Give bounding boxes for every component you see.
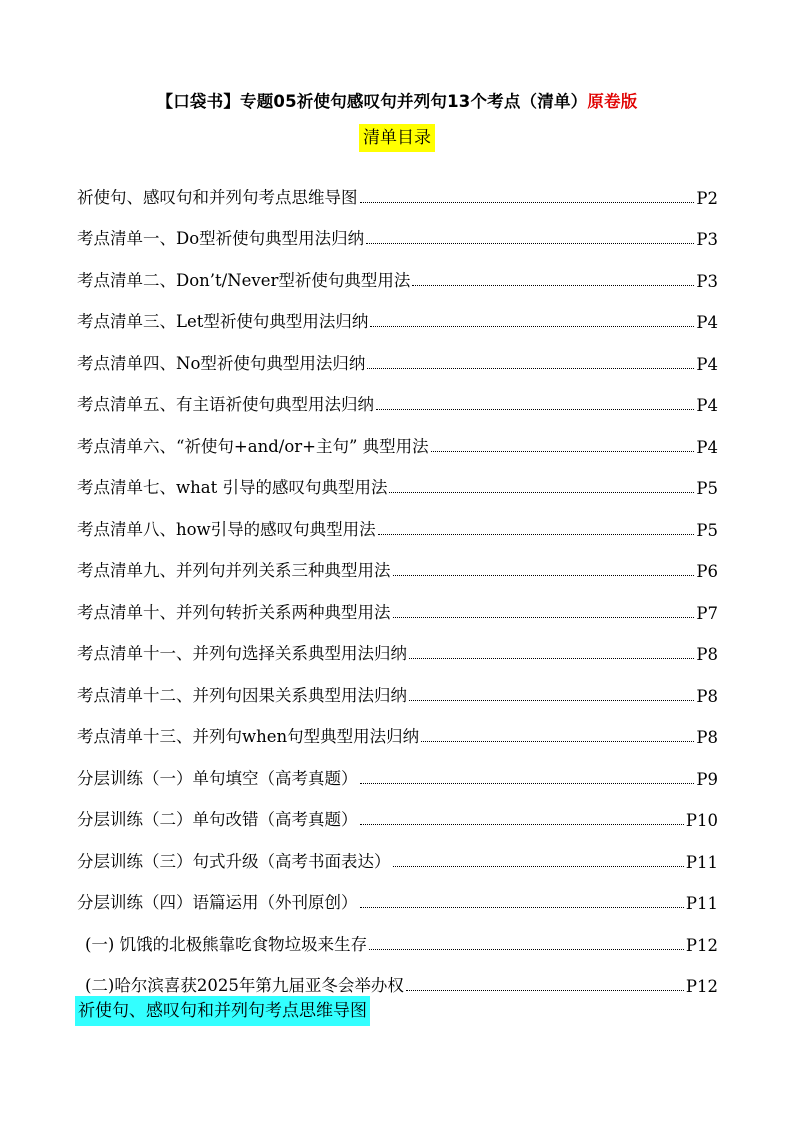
toc-dot-leader xyxy=(360,202,695,203)
toc-entry-page: P12 xyxy=(685,977,718,996)
toc-entry-label: 考点清单九、并列句并列关系三种典型用法 xyxy=(77,561,391,580)
toc-entry-page: P11 xyxy=(685,894,718,913)
toc-entry-page: P8 xyxy=(696,686,718,706)
toc-entry-label: 分层训练（四）语篇运用（外刊原创） xyxy=(77,893,358,912)
toc-entry-label: 考点清单五、有主语祈使句典型用法归纳 xyxy=(77,395,374,414)
toc-entry[interactable] xyxy=(77,664,718,706)
toc-entry-page: P3 xyxy=(696,230,718,249)
document-title-accent: 原卷版 xyxy=(587,92,638,111)
toc-entry[interactable] xyxy=(77,166,718,208)
toc-entry[interactable] xyxy=(77,291,718,333)
toc-entry-label: 考点清单十三、并列句when句型典型用法归纳 xyxy=(77,727,420,746)
toc-entry-page: P4 xyxy=(696,313,718,332)
toc-entry-label: 考点清单十、并列句转折关系两种典型用法 xyxy=(77,602,391,622)
toc-dot-leader xyxy=(370,326,694,327)
toc-entry-page: P6 xyxy=(696,562,718,581)
toc-dot-leader xyxy=(406,990,684,991)
toc-dot-leader xyxy=(369,949,684,950)
toc-entry-page: P8 xyxy=(696,645,718,664)
toc-entry[interactable] xyxy=(77,789,718,831)
toc-entry-page: P4 xyxy=(696,437,718,457)
toc-entry-page: P2 xyxy=(696,188,718,208)
toc-entry-page: P12 xyxy=(685,935,718,955)
toc-dot-leader xyxy=(389,492,694,493)
toc-entry-label: 考点清单七、what 引导的感叹句典型用法 xyxy=(77,478,388,497)
table-of-contents xyxy=(77,166,718,996)
toc-entry-label: 考点清单八、how引导的感叹句典型用法 xyxy=(77,519,376,539)
toc-entry-label: (一) 饥饿的北极熊靠吃食物垃圾来生存 xyxy=(85,934,368,954)
toc-entry[interactable] xyxy=(77,540,718,582)
toc-entry[interactable] xyxy=(77,830,718,872)
toc-dot-leader xyxy=(360,907,684,908)
toc-dot-leader xyxy=(409,658,694,659)
toc-dot-leader xyxy=(378,534,695,535)
toc-entry[interactable] xyxy=(77,581,718,623)
toc-heading-container xyxy=(0,124,794,152)
toc-dot-leader xyxy=(366,243,694,244)
toc-entry[interactable] xyxy=(77,747,718,789)
toc-entry-label: 考点清单十一、并列句选择关系典型用法归纳 xyxy=(77,644,407,663)
toc-entry[interactable] xyxy=(77,623,718,665)
toc-entry-page: P11 xyxy=(685,852,718,872)
toc-entry[interactable] xyxy=(77,249,718,291)
toc-dot-leader xyxy=(412,285,694,286)
toc-entry[interactable] xyxy=(77,208,718,250)
toc-dot-leader xyxy=(409,700,694,701)
toc-entry[interactable] xyxy=(77,498,718,540)
toc-entry[interactable] xyxy=(77,374,718,416)
toc-entry-label: 考点清单二、Don’t/Never型祈使句典型用法 xyxy=(77,270,411,290)
toc-entry-label: 考点清单一、Do型祈使句典型用法归纳 xyxy=(77,229,365,248)
toc-heading: 清单目录 xyxy=(359,124,435,152)
toc-subentry[interactable] xyxy=(77,955,718,997)
toc-dot-leader xyxy=(376,409,694,410)
toc-entry[interactable] xyxy=(77,332,718,374)
toc-entry-label: 祈使句、感叹句和并列句考点思维导图 xyxy=(77,187,358,207)
toc-entry-label: 考点清单四、No型祈使句典型用法归纳 xyxy=(77,353,366,373)
mind-map-section-heading: 祈使句、感叹句和并列句考点思维导图 xyxy=(75,996,370,1026)
toc-entry[interactable] xyxy=(77,457,718,499)
toc-entry-label: 考点清单六、“祈使句+and/or+主句” 典型用法 xyxy=(77,436,429,456)
toc-entry-page: P7 xyxy=(696,603,718,623)
document-title-main: 【口袋书】专题05祈使句感叹句并列句13个考点（清单） xyxy=(156,92,588,111)
toc-dot-leader xyxy=(393,866,684,867)
toc-dot-leader xyxy=(421,741,694,742)
toc-entry[interactable] xyxy=(77,872,718,914)
toc-dot-leader xyxy=(360,783,695,784)
toc-entry-page: P5 xyxy=(696,520,718,540)
toc-entry[interactable] xyxy=(77,415,718,457)
toc-entry-label: 考点清单三、Let型祈使句典型用法归纳 xyxy=(77,312,369,331)
toc-entry-page: P5 xyxy=(696,479,718,498)
toc-entry[interactable] xyxy=(77,706,718,748)
toc-entry-label: 分层训练（三）句式升级（高考书面表达） xyxy=(77,851,391,871)
toc-entry-label: 分层训练（二）单句改错（高考真题） xyxy=(77,810,358,829)
toc-entry-page: P4 xyxy=(696,396,718,415)
toc-entry-page: P8 xyxy=(696,728,718,747)
toc-entry-page: P10 xyxy=(685,811,718,830)
toc-entry-page: P9 xyxy=(696,769,718,789)
toc-dot-leader xyxy=(393,617,695,618)
toc-entry-label: 分层训练（一）单句填空（高考真题） xyxy=(77,768,358,788)
toc-entry-page: P3 xyxy=(696,271,718,291)
toc-entry-label: 考点清单十二、并列句因果关系典型用法归纳 xyxy=(77,685,407,705)
toc-entry-label: (二)哈尔滨喜获2025年第九届亚冬会举办权 xyxy=(85,976,404,995)
toc-dot-leader xyxy=(431,451,695,452)
toc-subentry[interactable] xyxy=(77,913,718,955)
document-title xyxy=(0,88,794,112)
toc-entry-page: P4 xyxy=(696,354,718,374)
toc-dot-leader xyxy=(393,575,695,576)
toc-dot-leader xyxy=(360,824,684,825)
toc-dot-leader xyxy=(367,368,694,369)
